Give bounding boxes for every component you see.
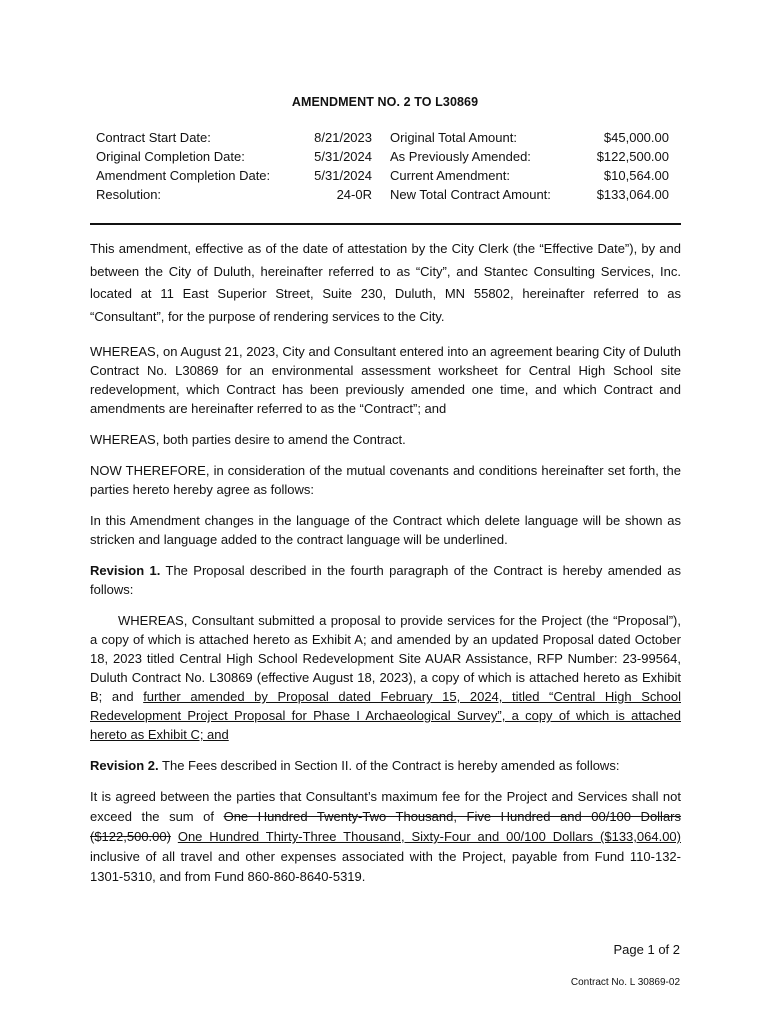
contract-number-footer: Contract No. L 30869-02 — [570, 977, 680, 988]
header-value: $45,000.00 — [603, 130, 669, 145]
header-value: 24-0R — [336, 187, 372, 202]
fee-stricken-text: One Hundred Twenty-Two Thousand, Five Hundred and 00/100 Dollars ($122,500.00) — [90, 809, 682, 844]
revision-1-quoted-text: WHEREAS, Consultant submitted a proposal to provide services for the Project (the “Proposal”), a copy of which is attached hereto as Exhibit A; and amended by an updated Proposal dated October 18, 2023 titled Central High School Redevelopment Site AUAR Assistance, RFP Number: 23-99564, Duluth Contract No. L30869 (effective August 18, 2023), a copy of which is attached hereto as Exhibit B; and — [90, 613, 681, 704]
header-left-table — [96, 128, 372, 204]
revision-1-underlined-text: further amended by Proposal dated February 15, 2024, titled “Central High School Redevelopment Project Proposal for Phase I Archaeological Survey”, a copy of which is attached hereto as Exhibit C; and — [90, 689, 681, 742]
fee-underlined-text: One Hundred Thirty-Three Thousand, Sixty-Four and 00/100 Dollars ($133,064.00) — [177, 829, 681, 844]
header-label: Current Amendment: — [390, 168, 510, 183]
revision-1-text: The Proposal described in the fourth paragraph of the Contract is hereby amended as follows: — [90, 563, 681, 597]
header-label: As Previously Amended: — [390, 149, 531, 164]
whereas-paragraph-2: WHEREAS, both parties desire to amend the Contract. — [90, 432, 406, 447]
fee-text-start: It is agreed between the parties that Consultant’s maximum fee for the Project and Services shall not exceed the sum of — [90, 789, 681, 824]
header-value: 8/21/2023 — [314, 130, 372, 145]
header-label: Original Total Amount: — [390, 130, 517, 145]
fee-paragraph — [90, 787, 681, 887]
amendment-title: AMENDMENT NO. 2 TO L30869 — [291, 95, 479, 109]
header-row-new-total — [390, 185, 669, 204]
header-label: Amendment Completion Date: — [96, 168, 271, 183]
header-label: New Total Contract Amount: — [390, 187, 551, 202]
header-divider — [90, 223, 681, 225]
header-value: $122,500.00 — [596, 149, 669, 164]
header-row-previously-amended — [390, 147, 669, 166]
fee-text-end: inclusive of all travel and other expenses associated with the Project, payable from Fund 110-132-1301-5310, and from Fund 860-860-8640-5319. — [90, 849, 681, 884]
revision-2-label: Revision 2. — [90, 758, 159, 773]
amendment-note-paragraph: In this Amendment changes in the language of the Contract which delete language will be shown as stricken and language added to the contract language will be underlined. — [90, 513, 681, 547]
revision-2-text: The Fees described in Section II. of the Contract is hereby amended as follows: — [162, 758, 620, 773]
now-therefore-paragraph: NOW THEREFORE, in consideration of the mutual covenants and conditions hereinafter set forth, the parties hereto hereby agree as follows: — [90, 463, 681, 497]
document-body — [90, 238, 681, 899]
header-row-resolution — [96, 185, 372, 204]
header-right-table — [390, 128, 669, 204]
header-value: 5/31/2024 — [314, 149, 372, 164]
revision-2-paragraph — [90, 756, 681, 775]
header-label: Resolution: — [96, 187, 162, 202]
header-row-start-date — [96, 128, 372, 147]
revision-1-paragraph — [90, 561, 681, 599]
page-number: Page 1 of 2 — [613, 942, 680, 957]
header-row-original-completion — [96, 147, 372, 166]
header-row-original-total — [390, 128, 669, 147]
revision-1-quoted-paragraph — [90, 611, 681, 744]
revision-1-label: Revision 1. — [90, 563, 161, 578]
header-row-amendment-completion — [96, 166, 372, 185]
whereas-paragraph-1: WHEREAS, on August 21, 2023, City and Consultant entered into an agreement bearing City of Duluth Contract No. L30869 for an environmental assessment worksheet for Central High School site redevelopment, which Contract has been previously amended one time, and which Contract and amendments are hereinafter referred to as the “Contract”; and — [90, 344, 681, 416]
header-row-current-amendment — [390, 166, 669, 185]
header-value: $10,564.00 — [603, 168, 669, 183]
header-value: $133,064.00 — [596, 187, 669, 202]
header-label: Original Completion Date: — [96, 149, 245, 164]
header-value: 5/31/2024 — [314, 168, 372, 183]
header-label: Contract Start Date: — [96, 130, 211, 145]
intro-paragraph: This amendment, effective as of the date of attestation by the City Clerk (the “Effective Date”), by and between the City of Duluth, hereinafter referred to as “City”, and Stantec Consulting Services, Inc. located at 11 East Superior Street, Suite 230, Duluth, MN 55802, hereinafter referred to as “Consultant”, for the purpose of rendering services to the City. — [90, 241, 681, 324]
